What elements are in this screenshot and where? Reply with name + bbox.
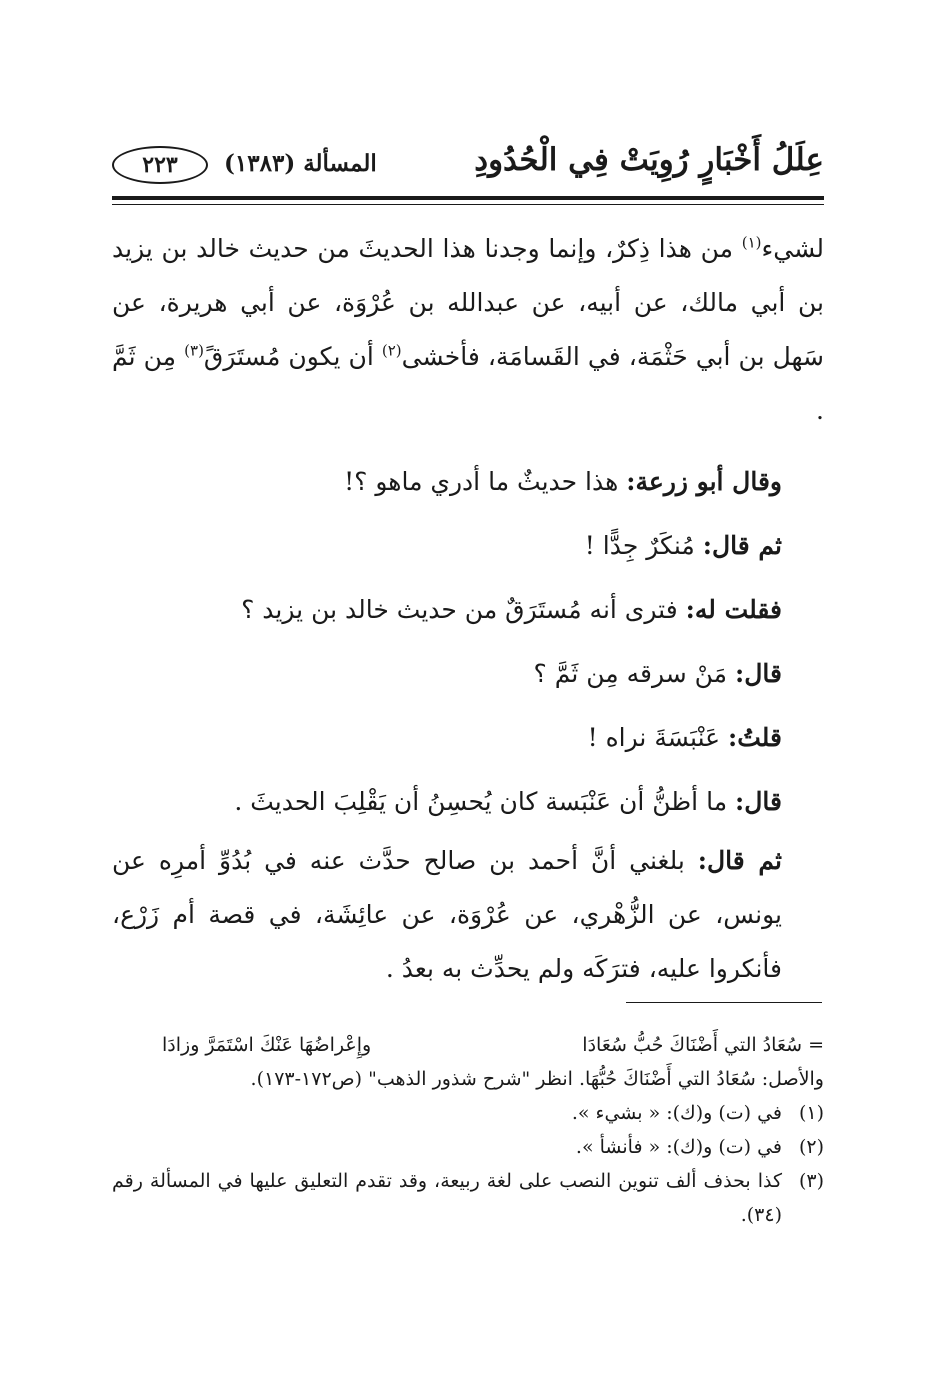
opening-text-start: لشيء — [761, 234, 824, 263]
footnote-item — [112, 1130, 824, 1164]
speaker-label: فقلت له: — [685, 595, 782, 624]
footnote-item — [112, 1096, 824, 1130]
main-text — [112, 222, 824, 996]
issue-label: المسألة (١٣٨٣) — [224, 150, 377, 177]
closing-text: بلغني أنَّ أحمد بن صالح حدَّث عنه في بُدُوِّ أمرِه عن يونس، عن الزُّهْري، عن عُرْوَة، عن عائِشَة، في قصة أم زَرْع، فأنكروا عليه، فترَكَه ولم يحدِّث به بعدُ . — [112, 846, 782, 983]
verse-original-note: والأصل: سُعَادُ التي أَضْنَاكَ حُبُّهَا. انظر "شرح شذور الذهب" (ص١٧٢-١٧٣). — [250, 1068, 824, 1090]
dialogue-text: عَنْبَسَةَ نراه ! — [587, 723, 728, 752]
footnote-number: (٣) — [798, 1170, 824, 1192]
verse-first-hemistich: = سُعَادُ التي أَضْنَاكَ حُبُّ سُعَادَا — [582, 1034, 824, 1056]
verse-line — [112, 1028, 824, 1062]
dialogue-line — [112, 770, 824, 834]
footnote-number: (٢) — [798, 1136, 824, 1158]
footnote-item — [112, 1164, 824, 1232]
footnote-ref-1: (١) — [741, 233, 762, 252]
speaker-label: وقال أبو زرعة: — [626, 467, 782, 496]
dialogue-line — [112, 450, 824, 514]
dialogue-text: هذا حديثٌ ما أدري ماهو ؟! — [344, 467, 627, 496]
footnotes — [112, 1028, 824, 1232]
opening-text-end: مِن ثَمَّ . — [112, 342, 824, 425]
dialogue-text: فترى أنه مُستَرَقٌ من حديث خالد بن يزيد ؟ — [241, 595, 686, 624]
footnote-ref-2: (٢) — [381, 341, 402, 360]
footnote-number: (١) — [798, 1102, 824, 1124]
dialogue-text: مَنْ سرقه مِن ثَمَّ ؟ — [533, 659, 736, 688]
speaker-label: ثم قال: — [697, 846, 782, 875]
footnote-ref-3: (٣) — [184, 341, 204, 360]
speaker-label: ثم قال: — [702, 531, 782, 560]
header-rule-thick — [112, 196, 824, 200]
speaker-label: قال: — [735, 659, 782, 688]
dialogue-line — [112, 706, 824, 770]
speaker-label: قال: — [735, 787, 782, 816]
opening-text-continued: أن يكون مُستَرَقً — [203, 342, 382, 371]
page-number: ٢٢٣ — [112, 146, 208, 184]
footnote-separator — [626, 1002, 822, 1003]
dialogue-line — [112, 642, 824, 706]
opening-text-middle: من هذا ذِكرٌ، وإنما وجدنا هذا الحديثَ من حديث خالد بن يزيد بن أبي مالك، عن أبيه، عن عبدالله بن عُرْوَة، عن أبي هريرة، عن سَهل بن أبي حَثْمَة، في القَسامَة، فأخشى — [112, 234, 824, 371]
opening-paragraph — [112, 222, 824, 438]
footnote-text: في (ت) و(ك): « بشيء ». — [571, 1102, 782, 1124]
closing-paragraph — [112, 834, 824, 996]
verse-second-hemistich: وإِعْراضُهَا عَنْكَ اسْتَمَرَّ وزادَا — [162, 1034, 372, 1056]
dialogue-text: ما أظنُّ أن عَنْبَسة كان يُحسِنُ أن يَقْلِبَ الحديثَ . — [234, 787, 736, 816]
footnote-text: كذا بحذف ألف تنوين النصب على لغة ربيعة، وقد تقدم التعليق عليها في المسألة رقم (٣٤). — [112, 1170, 782, 1226]
dialogue-line — [112, 578, 824, 642]
dialogue-text: مُنكَرٌ جِدًّا ! — [584, 531, 703, 560]
speaker-label: قلتُ: — [727, 723, 782, 752]
footnote-text: في (ت) و(ك): « فأنشأ ». — [575, 1136, 782, 1158]
dialogue-line — [112, 514, 824, 578]
header-rule-thin — [112, 204, 824, 205]
running-header — [112, 140, 824, 192]
book-title: عِلَلُ أَخْبَارٍ رُوِيَتْ فِي الْحُدُودِ — [474, 142, 824, 178]
